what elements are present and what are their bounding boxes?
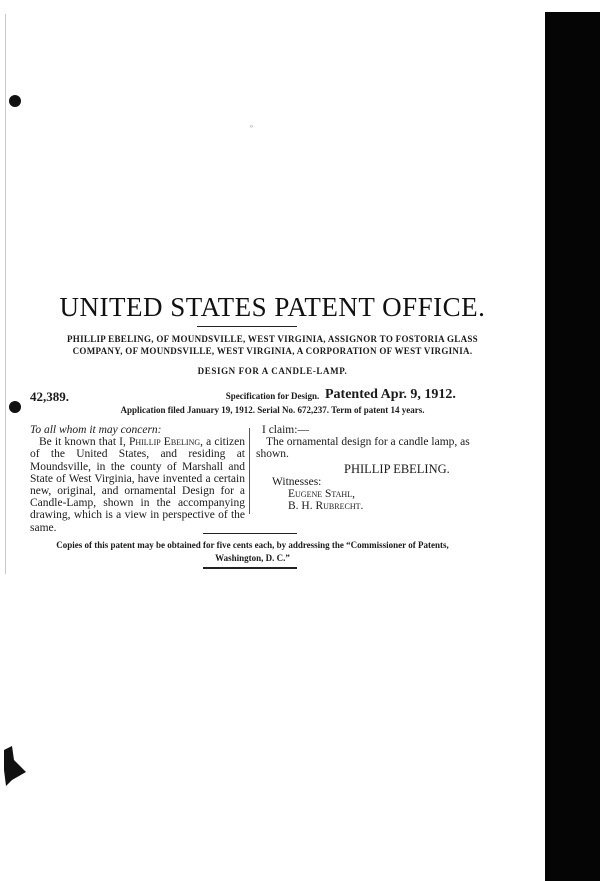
paragraph-rest: , a citizen of the United States, and residing at Moundsville, in the county of Marshall and State of West Virginia, have invented a certain new, original, and ornamental Design for a Candle-Lamp, shown in the accompanying drawing, which is a view in perspective of the same. xyxy=(30,436,245,534)
witnesses-label: Witnesses: xyxy=(272,475,322,488)
application-line: Application filed January 19, 1912. Serial No. 672,237. Term of patent 14 years. xyxy=(120,405,425,415)
column-divider xyxy=(249,428,250,514)
paragraph-start: Be it known that I, xyxy=(39,436,129,449)
inventor-line: PHILLIP EBELING, OF MOUNDSVILLE, WEST VIRGINIA, ASSIGNOR TO FOSTORIA GLASS xyxy=(67,334,478,344)
specification-label: Specification for Design. xyxy=(225,391,320,401)
office-title: UNITED STATES PATENT OFFICE. xyxy=(59,292,486,322)
inventor-name: Phillip Ebeling xyxy=(128,436,201,449)
footer-bottom-rule xyxy=(203,567,297,569)
witness-name: Eugene Stahl, xyxy=(288,488,355,501)
specification-body xyxy=(30,424,245,534)
design-title: DESIGN FOR A CANDLE-LAMP. xyxy=(197,366,348,376)
scan-speck: ° xyxy=(250,124,253,132)
claim-heading: I claim:— xyxy=(262,424,309,436)
copies-notice xyxy=(30,539,475,564)
copies-notice-line: Washington, D. C.” xyxy=(215,552,290,563)
scan-edge-bar xyxy=(545,12,600,881)
witness-name: B. H. Rubrecht. xyxy=(288,500,364,513)
scan-corner-artifact xyxy=(2,740,28,788)
copies-notice-line: Copies of this patent may be obtained for five cents each, by addressing the “Commissioner of Patents, xyxy=(56,540,449,550)
footer-top-rule xyxy=(203,533,297,534)
title-rule xyxy=(197,326,297,327)
claim-text: The ornamental design for a candle lamp, as shown. xyxy=(256,436,470,461)
patented-date: Patented Apr. 9, 1912. xyxy=(325,387,456,402)
specification-paragraph xyxy=(30,436,245,534)
patent-number: 42,389. xyxy=(30,389,69,404)
punch-hole-dot xyxy=(9,95,21,107)
claim-block xyxy=(256,424,476,512)
salutation: To all whom it may concern: xyxy=(30,424,162,436)
inventor-signature: PHILLIP EBELING. xyxy=(344,461,450,476)
assignee-line: COMPANY, OF MOUNDSVILLE, WEST VIRGINIA, A CORPORATION OF WEST VIRGINIA. xyxy=(72,346,473,356)
